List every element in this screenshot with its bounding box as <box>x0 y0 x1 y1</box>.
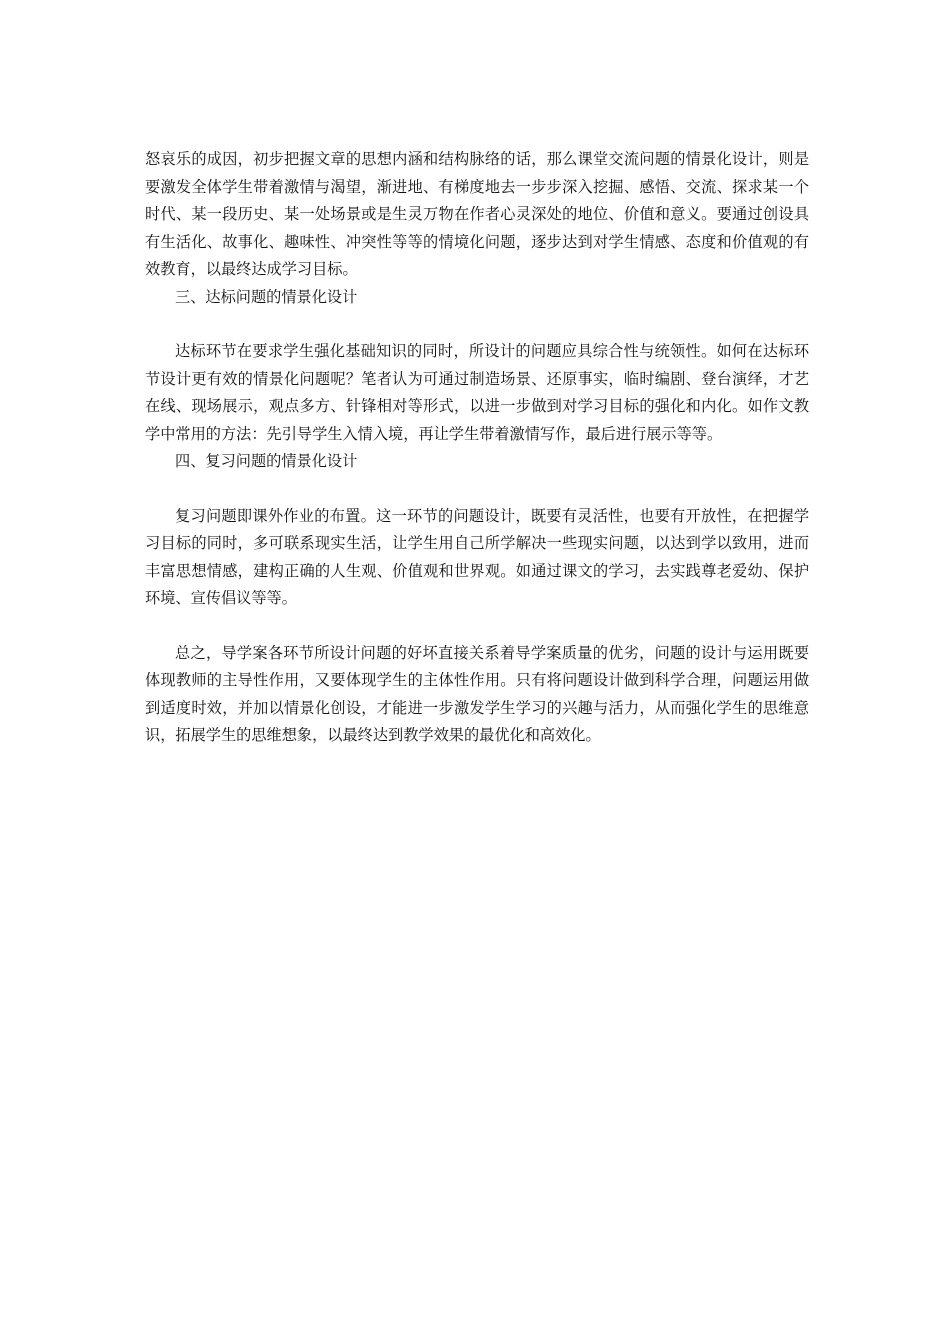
paragraph-conclusion: 总之，导学案各环节所设计问题的好坏直接关系着导学案质量的优劣，问题的设计与运用既要体现教师的主导性作用，又要体现学生的主体性作用。只有将问题设计做到科学合理，问题运用做到适度时效，并加以情景化创设，才能进一步激发学生学习的兴趣与活力，从而强化学生的思维意识，拓展学生的思维想象，以最终达到教学效果的最优化和高效化。 <box>145 643 809 744</box>
paragraph-section-3: 达标环节在要求学生强化基础知识的同时，所设计的问题应具综合性与统领性。如何在达标环节设计更有效的情景化问题呢？笔者认为可通过制造场景、还原事实，临时编剧、登台演绎，才艺在线、现场展示，观点多方、针锋相对等形式，以进一步做到对学习目标的强化和内化。如作文教学中常用的方法：先引导学生入情入境，再让学生带着激情写作，最后进行展示等等。 <box>145 342 809 443</box>
document-body <box>145 146 809 750</box>
paragraph-continuation: 怒哀乐的成因，初步把握文章的思想内涵和结构脉络的话，那么课堂交流问题的情景化设计，则是要激发全体学生带着激情与渴望，渐进地、有梯度地去一步步深入挖掘、感悟、交流、探求某一个时代、某一段历史、某一处场景或是生灵万物在作者心灵深处的地位、价值和意义。要通过创设具有生活化、故事化、趣味性、冲突性等等的情境化问题，逐步达到对学生情感、态度和价值观的有效教育，以最终达成学习目标。 <box>145 150 809 278</box>
section-heading-3: 三、达标问题的情景化设计 <box>175 287 358 306</box>
paragraph-section-4: 复习问题即课外作业的布置。这一环节的问题设计，既要有灵活性，也要有开放性，在把握学习目标的同时，多可联系现实生活，让学生用自己所学解决一些现实问题，以达到学以致用，进而丰富思想情感，建构正确的人生观、价值观和世界观。如通过课文的学习，去实践尊老爱幼、保护环境、宣传倡议等等。 <box>145 506 809 607</box>
section-heading-4: 四、复习问题的情景化设计 <box>175 452 358 470</box>
